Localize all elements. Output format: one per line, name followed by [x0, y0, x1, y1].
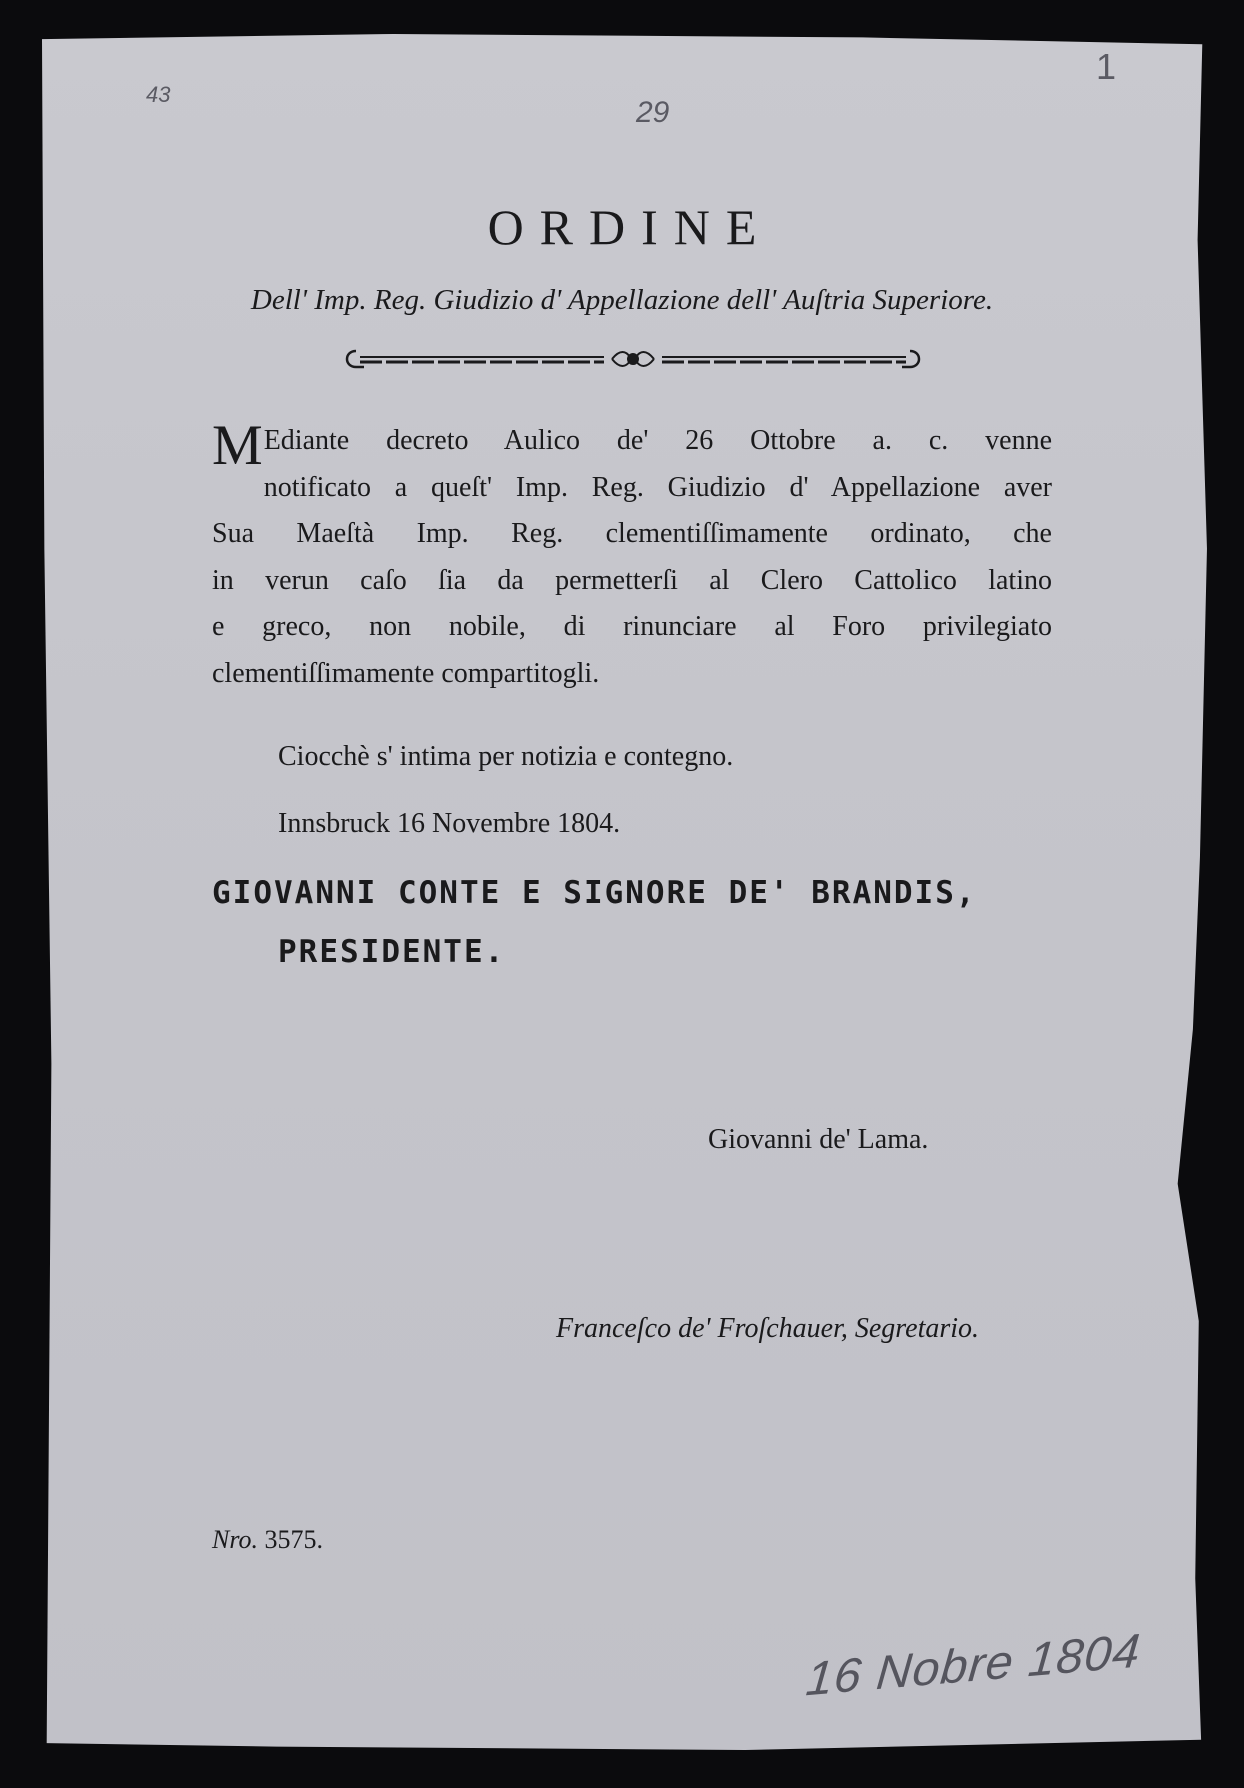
- number-label: Nro.: [212, 1525, 258, 1554]
- body-line: clementiſſimamente compartitogli.: [212, 657, 600, 689]
- document-title: ORDINE: [487, 199, 773, 255]
- president-name: GIOVANNI CONTE E SIGNORE DE' BRANDIS,: [212, 875, 977, 911]
- document-number: [212, 1525, 323, 1555]
- body-line: Ediante decreto Aulico de' 26 Ottobre a. c. venne: [263, 425, 1052, 456]
- document-subtitle: Dell' Imp. Reg. Giudizio d' Appellazione dell' Auſtria Superiore.: [250, 284, 994, 316]
- body-line: Sua Maeſtà Imp. Reg. clementiſſimamente ordinato, che: [212, 518, 1052, 549]
- handwritten-date: 16 Nobre 1804: [803, 1624, 1143, 1707]
- body-line: e greco, non nobile, di rinunciare al Foro privilegiato: [212, 611, 1052, 642]
- closing-line: Ciocchè s' intima per notizia e contegno.: [278, 741, 734, 772]
- number-value: 3575.: [264, 1525, 323, 1554]
- body-line: notificato a queſt' Imp. Reg. Giudizio d' Appellazione aver: [263, 471, 1052, 503]
- body-paragraph: [212, 414, 1052, 697]
- pencil-mark-top-center: 29: [636, 96, 670, 129]
- ornament-divider: [342, 343, 924, 377]
- body-line: in verun caſo ſia da permetterſi al Clero Cattolico latino: [212, 564, 1052, 596]
- dropcap-letter: M: [212, 414, 263, 477]
- pencil-mark-top-right: 1: [1096, 46, 1117, 87]
- signatory-name: Giovanni de' Lama.: [708, 1124, 929, 1155]
- pencil-mark-top-left: 43: [146, 82, 171, 107]
- date-line: Innsbruck 16 Novembre 1804.: [278, 808, 621, 839]
- president-title: PRESIDENTE.: [278, 934, 506, 970]
- secretary-name: Franceſco de' Froſchauer, Segretario.: [556, 1313, 980, 1344]
